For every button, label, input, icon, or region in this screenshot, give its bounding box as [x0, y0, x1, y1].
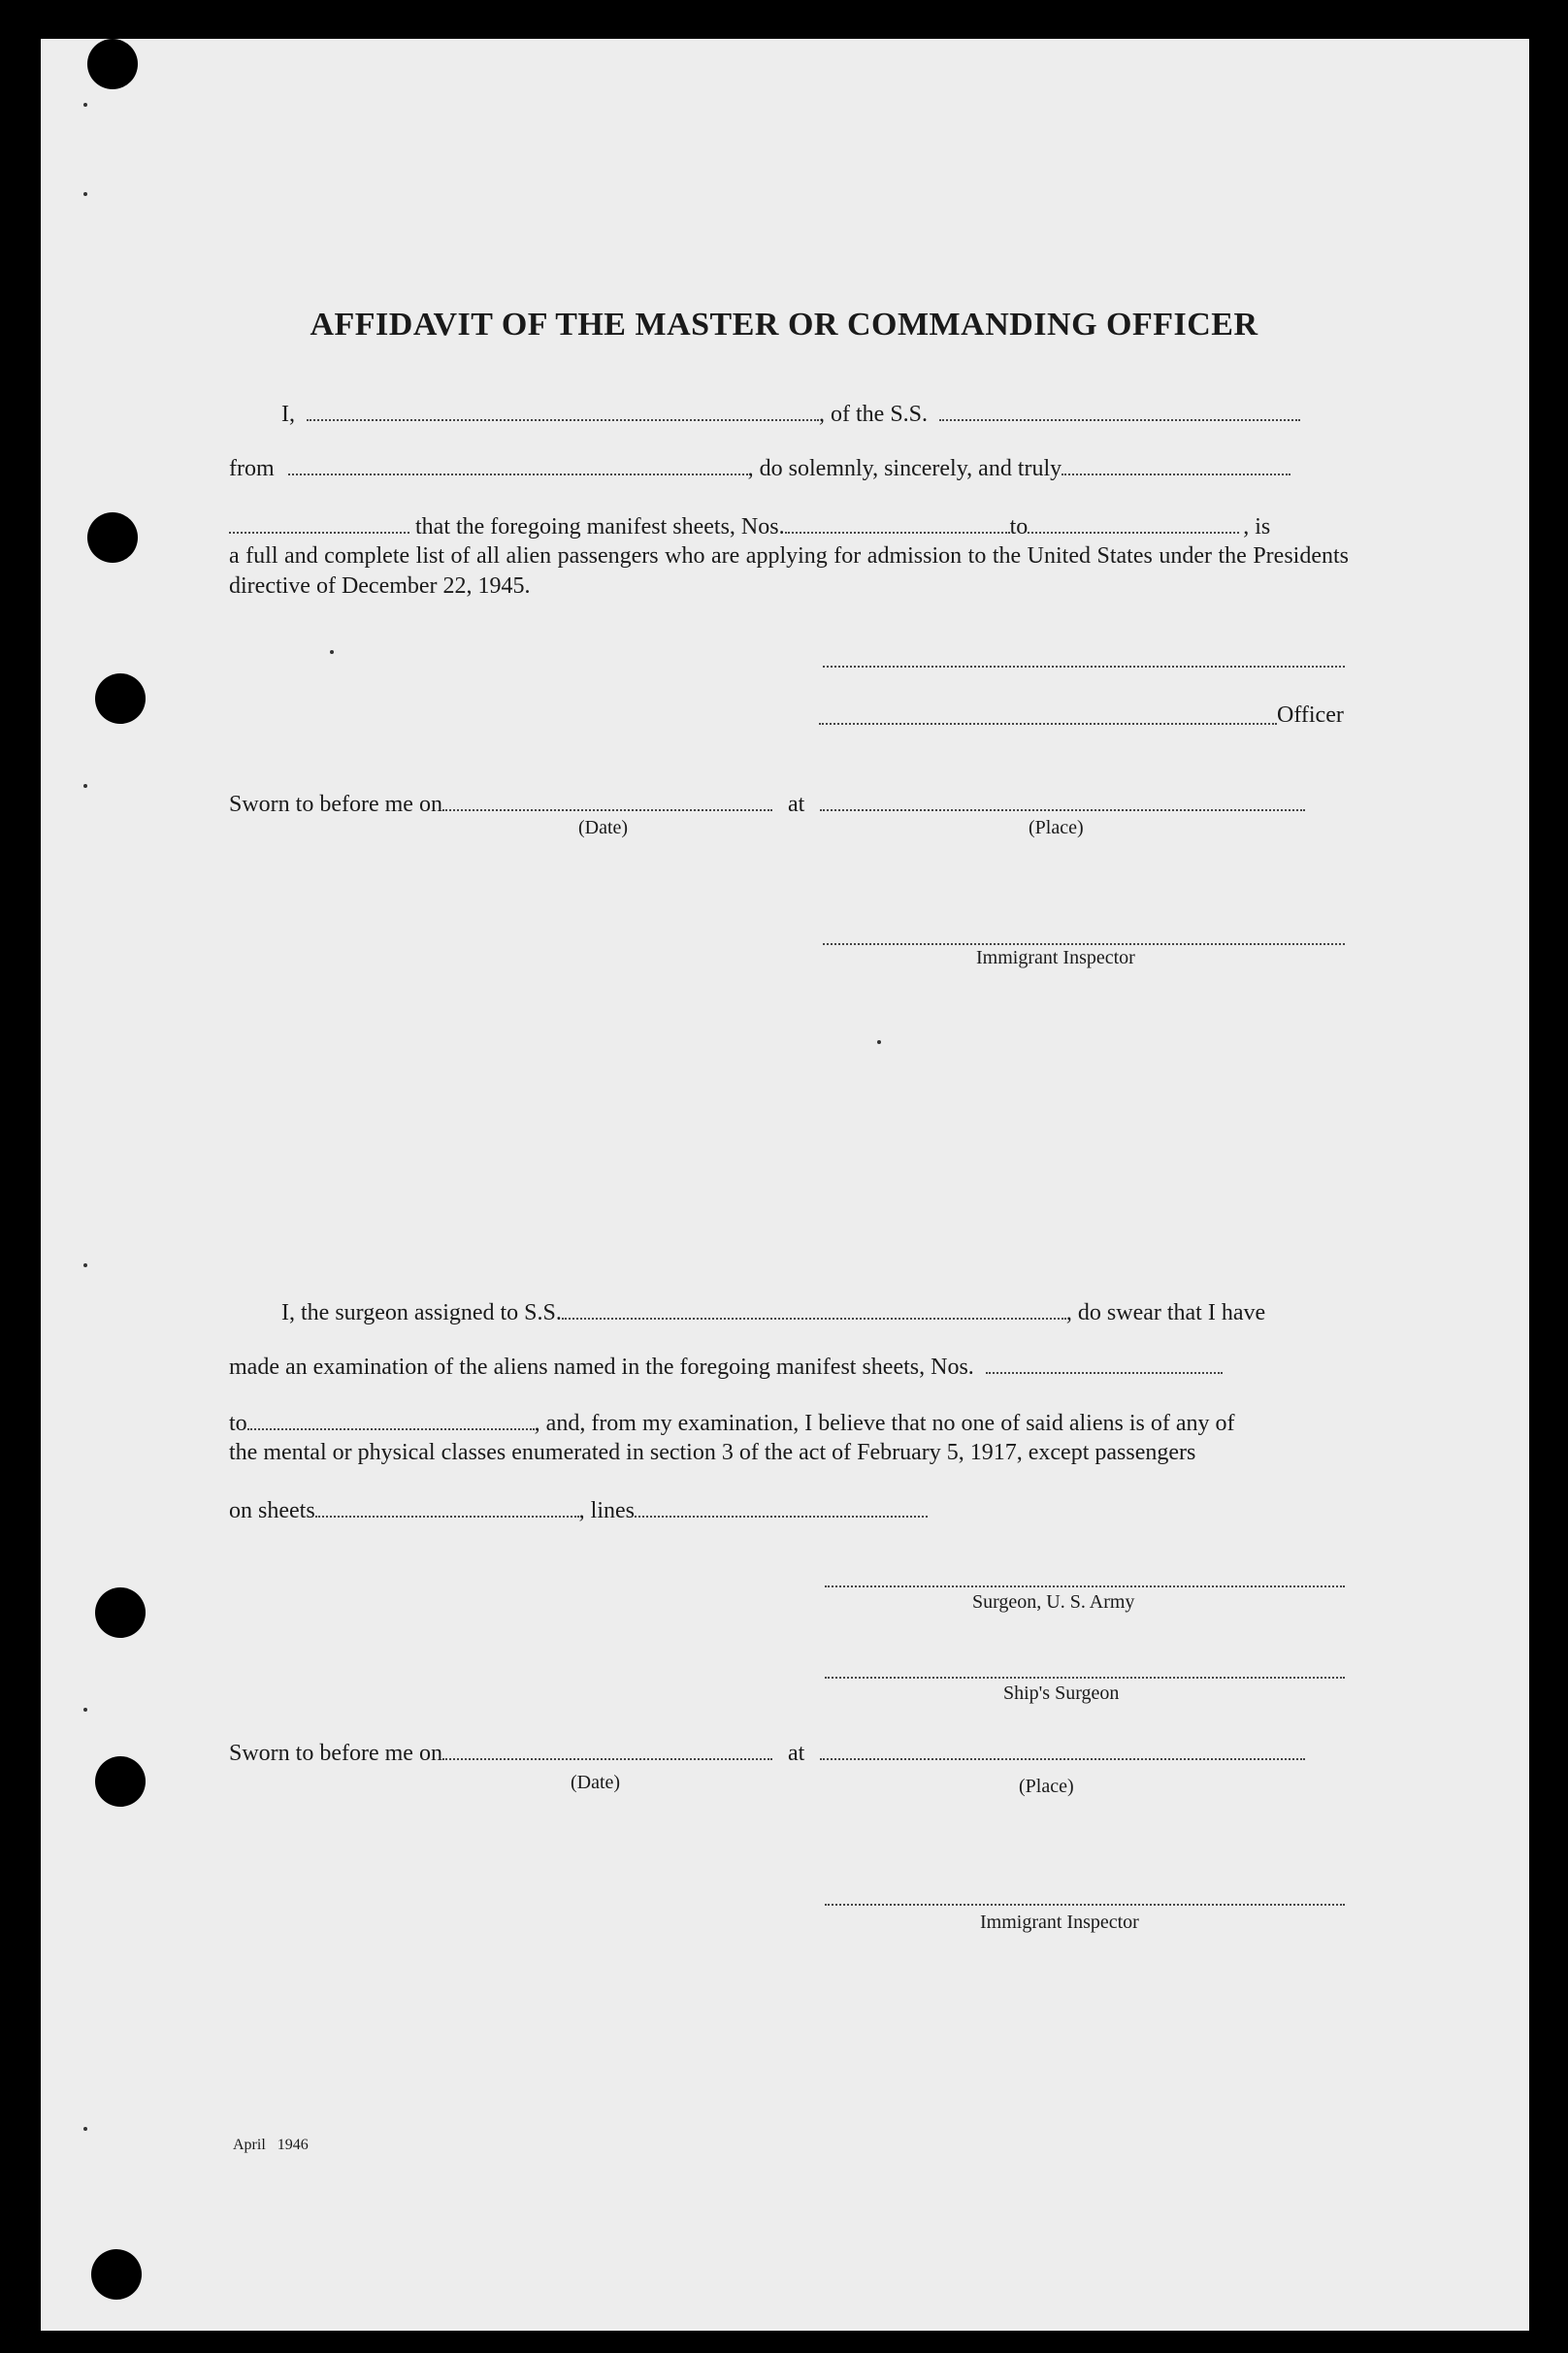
speck: [877, 1040, 881, 1044]
speck: [83, 1263, 87, 1267]
speck: [83, 192, 87, 196]
surgeon-line-2: made an examination of the aliens named in the foregoing manifest sheets, Nos.: [229, 1353, 1355, 1381]
inspector-caption: Immigrant Inspector: [976, 947, 1135, 968]
ship-name-field[interactable]: [939, 400, 1300, 421]
surgeon-sheets-from-field[interactable]: [986, 1353, 1223, 1374]
surgeon-inspector-caption: Immigrant Inspector: [980, 1912, 1139, 1933]
officer-signature-line[interactable]: [819, 723, 1277, 725]
place-caption: (Place): [1029, 817, 1084, 838]
surgeon-line-3: to , and, from my examination, I believe that no one of said aliens is of any of: [229, 1411, 1235, 1436]
inspector-signature-line[interactable]: [823, 943, 1345, 945]
punch-hole: [95, 1587, 146, 1638]
speck: [83, 1708, 87, 1712]
master-line-3: that the foregoing manifest sheets, Nos. to , is: [229, 512, 1355, 540]
affirm-field[interactable]: [229, 512, 409, 534]
army-surgeon-caption: Surgeon, U. S. Army: [972, 1591, 1135, 1613]
form-sheet: [41, 39, 1529, 2331]
oath-field[interactable]: [1062, 454, 1290, 475]
punch-hole: [87, 39, 138, 89]
ship-surgeon-caption: Ship's Surgeon: [1003, 1683, 1120, 1704]
army-surgeon-signature-line[interactable]: [825, 1585, 1345, 1587]
speck: [83, 103, 87, 107]
exception-lines-field[interactable]: [635, 1496, 928, 1518]
master-statement: a full and complete list of all alien passengers who are applying for admission to the United States under the Presidents directive of December 22, 1945.: [229, 543, 1349, 599]
master-sworn-line: Sworn to before me on at: [229, 790, 1355, 818]
master-line-2: from , do solemnly, sincerely, and truly: [229, 454, 1355, 482]
surgeon-sworn-date-field[interactable]: [442, 1739, 772, 1760]
sworn-place-field[interactable]: [820, 790, 1305, 811]
surgeon-date-caption: (Date): [571, 1772, 621, 1793]
ship-surgeon-signature-line[interactable]: [825, 1677, 1345, 1679]
surgeon-place-caption: (Place): [1019, 1776, 1074, 1797]
sheets-from-field[interactable]: [785, 512, 1010, 534]
speck: [83, 784, 87, 788]
form-title: AFFIDAVIT OF THE MASTER OR COMMANDING OFFICER: [310, 307, 1258, 343]
officer-label: Officer: [1277, 703, 1344, 728]
punch-hole: [87, 512, 138, 563]
surgeon-inspector-signature-line[interactable]: [825, 1904, 1345, 1906]
date-caption: (Date): [578, 817, 629, 838]
punch-hole: [91, 2249, 142, 2300]
sworn-date-field[interactable]: [442, 790, 772, 811]
surgeon-sworn-place-field[interactable]: [820, 1739, 1305, 1760]
exception-sheets-field[interactable]: [315, 1496, 579, 1518]
punch-hole: [95, 673, 146, 724]
surgeon-sheets-to-field[interactable]: [247, 1409, 535, 1430]
master-line-1: I, , of the S.S.: [281, 400, 1349, 428]
name-field[interactable]: [307, 400, 819, 421]
sheets-to-field[interactable]: [1028, 512, 1239, 534]
surgeon-line-4: the mental or physical classes enumerated in section 3 of the act of February 5, 1917, except passengers: [229, 1440, 1196, 1465]
form-date-footer: April 1946: [233, 2137, 309, 2153]
speck: [330, 650, 334, 654]
surgeon-line-1: I, the surgeon assigned to S.S. , do swear that I have: [281, 1300, 1266, 1325]
surgeon-line-5: on sheets , lines: [229, 1496, 1355, 1524]
surgeon-ship-field[interactable]: [562, 1298, 1066, 1320]
from-port-field[interactable]: [288, 454, 748, 475]
punch-hole: [95, 1756, 146, 1807]
master-signature-line[interactable]: [823, 666, 1345, 668]
speck: [83, 2127, 87, 2131]
surgeon-sworn-line: Sworn to before me on at: [229, 1739, 1355, 1767]
